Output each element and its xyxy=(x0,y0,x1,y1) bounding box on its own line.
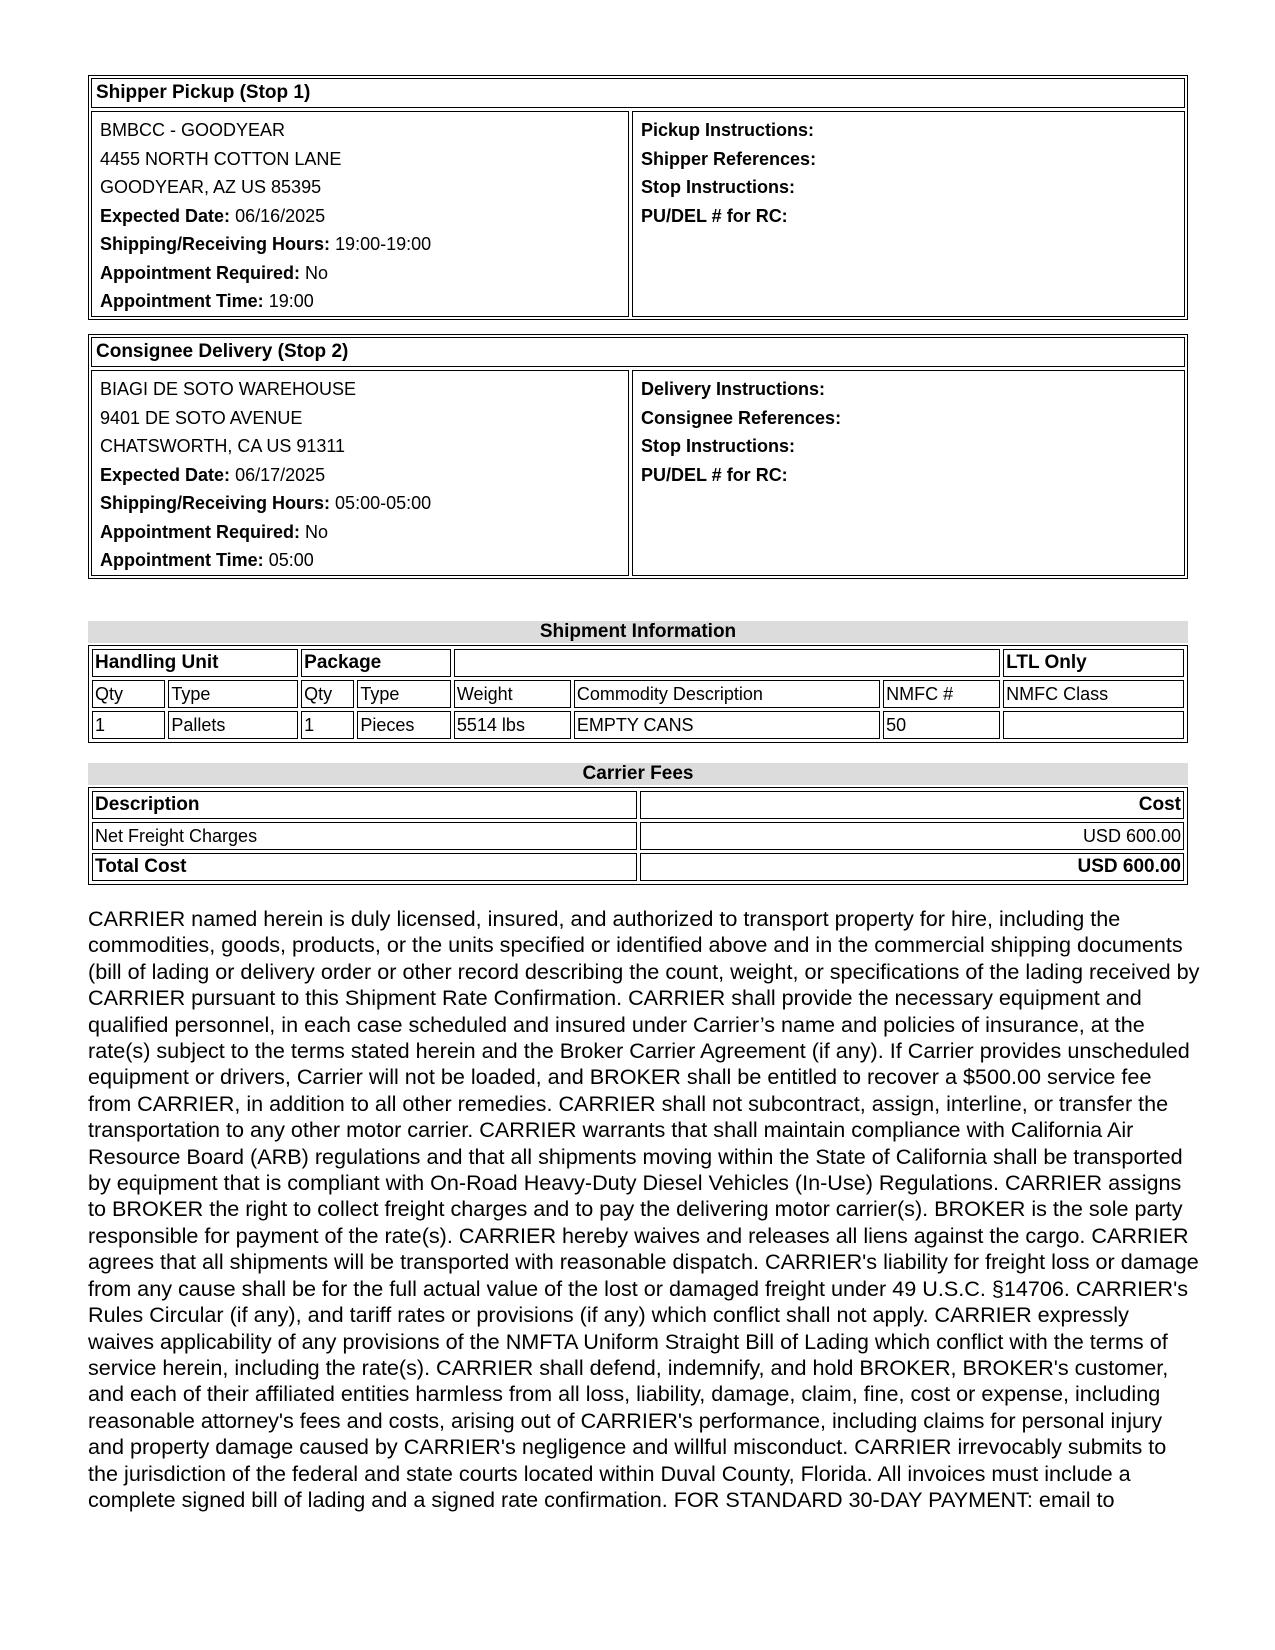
hours-value: 19:00-19:00 xyxy=(335,234,432,254)
appointment-required-value: No xyxy=(305,521,329,542)
consignee-address-block xyxy=(91,370,629,576)
handling-unit-header: Handling Unit xyxy=(92,649,298,677)
consignee-address-line1: 9401 DE SOTO AVENUE xyxy=(100,407,303,428)
col-nmfc-class: NMFC Class xyxy=(1003,680,1184,708)
consignee-hours xyxy=(100,489,620,518)
carrier-fees-title: Carrier Fees xyxy=(88,763,1188,785)
cell-package-qty: 1 xyxy=(301,711,354,739)
cell-weight: 5514 lbs xyxy=(454,711,571,739)
col-package-type: Type xyxy=(357,680,451,708)
pickup-instructions-label: Pickup Instructions: xyxy=(641,120,815,140)
consignee-appointment-required xyxy=(100,518,620,547)
consignee-delivery-title: Consignee Delivery (Stop 2) xyxy=(91,337,1185,367)
pudel-label: PU/DEL # for RC: xyxy=(641,464,788,485)
stop-instructions-label: Stop Instructions: xyxy=(641,177,795,197)
fees-description-header: Description xyxy=(92,791,637,819)
fee-cost: USD 600.00 xyxy=(640,822,1185,850)
fees-total-row xyxy=(92,853,1184,881)
hours-label: Shipping/Receiving Hours: xyxy=(100,493,331,513)
shipment-information-title: Shipment Information xyxy=(88,621,1188,643)
expected-date-label: Expected Date: xyxy=(100,205,231,226)
delivery-instructions-label: Delivery Instructions: xyxy=(641,379,826,399)
cell-nmfc-number: 50 xyxy=(883,711,1000,739)
fees-cost-header: Cost xyxy=(640,791,1185,819)
hours-label: Shipping/Receiving Hours: xyxy=(100,234,331,254)
consignee-appointment-time xyxy=(100,546,620,575)
shipment-table xyxy=(88,645,1188,743)
consignee-delivery-body xyxy=(91,370,1185,576)
carrier-fees-table xyxy=(88,787,1188,885)
expected-date-value: 06/16/2025 xyxy=(235,205,326,226)
shipper-pickup-title: Shipper Pickup (Stop 1) xyxy=(91,78,1185,108)
package-header: Package xyxy=(301,649,451,677)
consignee-name: BIAGI DE SOTO WAREHOUSE xyxy=(100,379,357,399)
col-package-qty: Qty xyxy=(301,680,354,708)
cell-type: Pallets xyxy=(168,711,298,739)
total-cost-label: Total Cost xyxy=(92,853,637,881)
shipper-address-block xyxy=(91,111,629,317)
shipper-pickup-body xyxy=(91,111,1185,317)
appointment-time-value: 05:00 xyxy=(268,550,314,570)
col-type: Type xyxy=(168,680,298,708)
cell-nmfc-class xyxy=(1003,711,1184,739)
table-row xyxy=(92,822,1184,850)
ltl-only-header: LTL Only xyxy=(1003,649,1184,677)
terms-paragraph: CARRIER named herein is duly licensed, insured, and authorized to transport property for hire, including the commodities, goods, products, or the units specified or identified above and in the commercial shipping documents (bill of lading or delivery order or other record describing the count, weight, or specifications of the lading received by CARRIER pursuant to this Shipment Rate Confirmation. CARRIER shall provide the necessary equipment and qualified personnel, in each case scheduled and insured under Carrier’s name and policies of insurance, at the rate(s) subject to the terms stated herein and the Broker Carrier Agreement (if any). If Carrier provides unscheduled equipment or drivers, Carrier will not be loaded, and BROKER shall be entitled to recover a $500.00 service fee from CARRIER, in addition to all other remedies. CARRIER shall not subcontract, assign, interline, or transfer the transportation to any other motor carrier. CARRIER warrants that shall maintain compliance with California Air Resource Board (ARB) regulations and that all shipments moving within the State of California shall be transported by equipment that is compliant with On-Road Heavy-Duty Diesel Vehicles (In-Use) Regulations. CARRIER assigns to BROKER the right to collect freight charges and to pay the delivering motor carrier(s). BROKER is the sole party responsible for payment of the rate(s). CARRIER hereby waives and releases all liens against the cargo. CARRIER agrees that all shipments will be transported with reasonable dispatch. CARRIER's liability for freight loss or damage from any cause shall be for the full actual value of the lost or damaged freight under 49 U.S.C. §14706. CARRIER's Rules Circular (if any), and tariff rates or provisions (if any) which conflict shall not apply. CARRIER expressly waives applicability of any provisions of the NMFTA Uniform Straight Bill of Lading which conflict with the terms of service herein, including the rate(s). CARRIER shall defend, indemnify, and hold BROKER, BROKER's customer, and each of their affiliated entities harmless from all loss, liability, damage, claim, fine, cost or expense, including reasonable attorney's fees and costs, arising out of CARRIER's performance, including claims for personal injury and property damage caused by CARRIER's negligence and willful misconduct. CARRIER irrevocably submits to the jurisdiction of the federal and state courts located within Duval County, Florida. All invoices must include a complete signed bill of lading and a signed rate confirmation. FOR STANDARD 30-DAY PAYMENT: email to xyxy=(88,906,1200,1512)
col-commodity: Commodity Description xyxy=(574,680,880,708)
hours-value: 05:00-05:00 xyxy=(335,493,432,513)
shipper-references-label: Shipper References: xyxy=(641,148,817,169)
cell-qty: 1 xyxy=(92,711,165,739)
consignee-address-line2: CHATSWORTH, CA US 91311 xyxy=(100,436,346,456)
col-weight: Weight xyxy=(454,680,571,708)
table-row xyxy=(92,711,1184,739)
expected-date-label: Expected Date: xyxy=(100,464,231,485)
fees-header-row xyxy=(92,791,1184,819)
appointment-required-label: Appointment Required: xyxy=(100,521,300,542)
appointment-required-label: Appointment Required: xyxy=(100,262,300,283)
stop-instructions-label: Stop Instructions: xyxy=(641,436,795,456)
expected-date-value: 06/17/2025 xyxy=(235,464,326,485)
shipper-instructions-block xyxy=(632,111,1185,317)
shipment-column-header-row xyxy=(92,680,1184,708)
shipper-pickup-section xyxy=(88,75,1188,320)
shipper-address-line1: 4455 NORTH COTTON LANE xyxy=(100,148,342,169)
pudel-label: PU/DEL # for RC: xyxy=(641,205,788,226)
blank-group-header xyxy=(454,649,1000,677)
appointment-time-label: Appointment Time: xyxy=(100,291,264,311)
col-nmfc-number: NMFC # xyxy=(883,680,1000,708)
shipper-address-line2: GOODYEAR, AZ US 85395 xyxy=(100,177,322,197)
shipper-appointment-time xyxy=(100,287,620,316)
consignee-expected-date xyxy=(100,461,620,490)
shipper-appointment-required xyxy=(100,259,620,288)
appointment-required-value: No xyxy=(305,262,329,283)
shipper-expected-date xyxy=(100,202,620,231)
fee-description: Net Freight Charges xyxy=(92,822,637,850)
cell-package-type: Pieces xyxy=(357,711,451,739)
appointment-time-value: 19:00 xyxy=(268,291,314,311)
shipper-name: BMBCC - GOODYEAR xyxy=(100,120,286,140)
appointment-time-label: Appointment Time: xyxy=(100,550,264,570)
shipment-group-header-row xyxy=(92,649,1184,677)
col-qty: Qty xyxy=(92,680,165,708)
consignee-delivery-section xyxy=(88,334,1188,579)
consignee-references-label: Consignee References: xyxy=(641,407,842,428)
cell-commodity: EMPTY CANS xyxy=(574,711,880,739)
shipper-hours xyxy=(100,230,620,259)
total-cost-value: USD 600.00 xyxy=(640,853,1185,881)
consignee-instructions-block xyxy=(632,370,1185,576)
